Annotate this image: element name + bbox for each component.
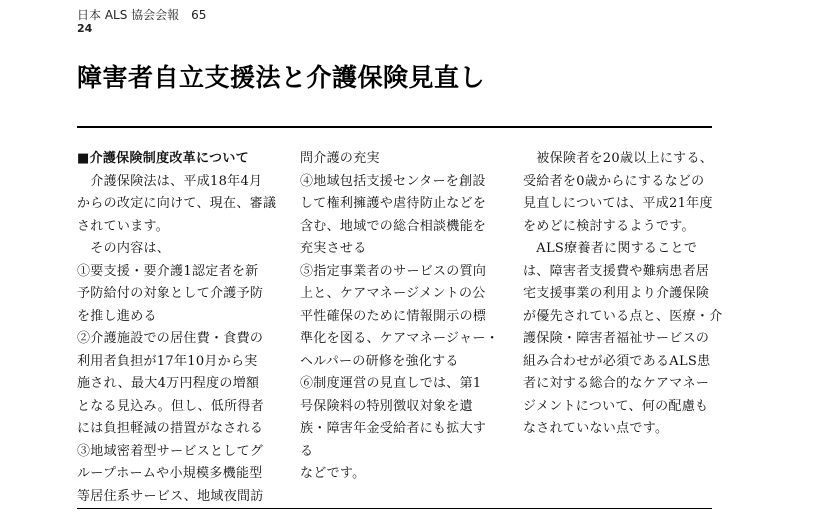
text-line: をめどに検討するようです。 (523, 218, 695, 234)
text-line: 号保険料の特別徴収対象を遺 (300, 398, 473, 414)
text-line: 予防給付の対象として介護予防 (77, 286, 264, 301)
text-line: となる見込み。但し、低所得者 (77, 398, 264, 414)
text-column-3 (523, 148, 723, 441)
text-line: 等居住系サービス、地域夜間訪 (77, 488, 264, 504)
text-line: が優先されている点と、医療・介 (523, 308, 723, 324)
text-line: 平性確保のために情報開示の標 (300, 308, 487, 324)
text-line: 利用者負担が17年10月から実 (77, 353, 258, 369)
text-line: は、障害者支援費や難病患者居 (523, 263, 710, 279)
article-title: 障害者自立支援法と介護保険見直し (77, 63, 486, 92)
text-line: からの改定に向けて、現在、審議 (77, 196, 277, 211)
text-line: ジメントについて、何の配慮も (523, 398, 709, 414)
text-line: 組み合わせが必須であるALS患 (523, 353, 711, 369)
text-column-1 (77, 148, 277, 508)
publication-name: 日本 ALS 協会会報 65 (77, 8, 207, 22)
page-header (77, 9, 206, 35)
text-line: その内容は、 (77, 241, 171, 256)
text-line: 上と、ケアマネージメントの公 (300, 286, 486, 301)
text-line: 見直しについては、平成21年度 (523, 196, 713, 211)
text-line: 施され、最大4万円程度の増額 (77, 376, 260, 391)
text-line: ②介護施設での居住費・食費の (77, 331, 264, 346)
bottom-rule (77, 508, 712, 509)
text-line: ⑥制度運営の見直しでは、第1 (300, 376, 482, 391)
text-line: 者に対する総合的なケアマネー (523, 376, 710, 391)
text-line: 含む、地域での総合相談機能を (300, 218, 487, 234)
text-line: なされていない点です。 (523, 421, 669, 436)
text-line: して権利擁護や虐待防止などを (300, 196, 487, 211)
text-column-2 (300, 148, 499, 486)
text-line: 護保険・障害者福祉サービスの (523, 331, 710, 346)
text-line: る (300, 443, 314, 459)
top-rule (77, 126, 712, 128)
text-line: 充実させる (300, 241, 367, 256)
text-line: 受給者を0歳からにするなどの (523, 173, 705, 189)
text-line: ヘルパーの研修を強化する (300, 353, 459, 369)
section-heading: ■介護保険制度改革について (77, 151, 249, 166)
text-line: などです。 (300, 466, 366, 481)
text-line: 介護保険法は、平成18年4月 (77, 173, 263, 189)
text-line: 問介護の充実 (300, 151, 380, 166)
text-line: 準化を図る、ケアマネージャー・ (300, 331, 499, 346)
text-line: ⑤指定事業者のサービスの質向 (300, 263, 487, 279)
text-line: ①要支援・要介護1認定者を新 (77, 263, 259, 279)
page-number: 24 (77, 22, 93, 35)
text-line: を推し進める (77, 308, 157, 324)
text-line: ループホームや小規模多機能型 (77, 466, 263, 481)
text-line: 被保険者を20歳以上にする、 (523, 151, 714, 166)
text-line: ALS療養者に関することで (523, 241, 698, 256)
text-line: ④地域包括支援センターを創設 (300, 173, 486, 189)
text-line: 宅支援事業の利用より介護保険 (523, 286, 710, 301)
text-line: 族・障害年金受給者にも拡大す (300, 421, 487, 436)
text-line: には負担軽減の措置がなされる (77, 421, 264, 436)
text-line: ③地域密着型サービスとしてグ (77, 443, 264, 459)
text-line: されています。 (77, 218, 170, 234)
